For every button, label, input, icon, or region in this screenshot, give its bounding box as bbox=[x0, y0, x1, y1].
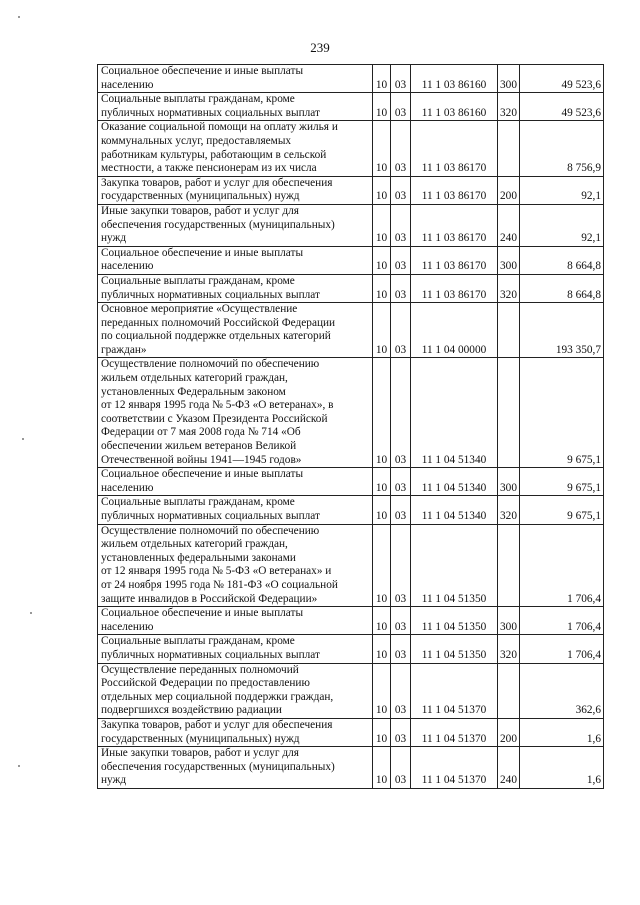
table-row bbox=[98, 718, 604, 746]
amount-cell: 1 706,4 bbox=[520, 635, 604, 663]
description-cell bbox=[98, 303, 373, 358]
expense-type-cell bbox=[498, 663, 520, 718]
section-code-cell: 10 bbox=[373, 635, 391, 663]
description-line: установленных Федеральным законом bbox=[101, 385, 286, 398]
description-line: Иные закупки товаров, работ и услуг для bbox=[101, 747, 299, 760]
description-line: обеспечении жильем ветеранов Великой bbox=[101, 440, 297, 453]
subsection-code-cell: 03 bbox=[391, 176, 411, 204]
expense-type-cell: 200 bbox=[498, 718, 520, 746]
description-line: жильем отдельных категорий граждан, bbox=[101, 538, 288, 551]
target-article-cell: 11 1 04 51350 bbox=[411, 524, 498, 607]
amount-cell: 8 664,8 bbox=[520, 246, 604, 274]
page-number: 239 bbox=[310, 40, 330, 55]
table-row bbox=[98, 358, 604, 468]
description-line: переданных полномочий Российской Федерации bbox=[101, 316, 336, 329]
description-line: Социальные выплаты гражданам, кроме bbox=[101, 496, 295, 509]
target-article-cell: 11 1 04 51340 bbox=[411, 468, 498, 496]
description-line: населению bbox=[101, 260, 154, 273]
section-code-cell: 10 bbox=[373, 468, 391, 496]
subsection-code-cell: 03 bbox=[391, 358, 411, 468]
description-line: Социальное обеспечение и иные выплаты bbox=[101, 468, 304, 481]
description-line: Отечественной войны 1941—1945 годов» bbox=[101, 453, 302, 466]
target-article-cell: 11 1 03 86160 bbox=[411, 65, 498, 93]
description-line: нужд bbox=[101, 774, 127, 787]
subsection-code-cell: 03 bbox=[391, 274, 411, 302]
subsection-code-cell: 03 bbox=[391, 747, 411, 789]
scan-speck bbox=[18, 765, 20, 767]
target-article-cell: 11 1 03 86160 bbox=[411, 93, 498, 121]
expense-type-cell bbox=[498, 121, 520, 176]
target-article-cell: 11 1 03 86170 bbox=[411, 274, 498, 302]
scan-speck bbox=[22, 438, 24, 440]
description-line: по социальной поддержке отдельных категорий bbox=[101, 330, 331, 343]
subsection-code-cell: 03 bbox=[391, 663, 411, 718]
description-line: местности, а также пенсионерам из их числа bbox=[101, 162, 317, 175]
subsection-code-cell: 03 bbox=[391, 468, 411, 496]
table-row bbox=[98, 303, 604, 358]
description-cell bbox=[98, 747, 373, 789]
expense-type-cell: 240 bbox=[498, 204, 520, 246]
section-code-cell: 10 bbox=[373, 176, 391, 204]
amount-cell: 9 675,1 bbox=[520, 496, 604, 524]
section-code-cell: 10 bbox=[373, 246, 391, 274]
amount-cell: 1 706,4 bbox=[520, 607, 604, 635]
subsection-code-cell: 03 bbox=[391, 607, 411, 635]
subsection-code-cell: 03 bbox=[391, 496, 411, 524]
target-article-cell: 11 1 04 51340 bbox=[411, 496, 498, 524]
table-row bbox=[98, 524, 604, 607]
description-line: от 24 ноября 1995 года № 181-ФЗ «О социальной bbox=[101, 578, 338, 591]
subsection-code-cell: 03 bbox=[391, 93, 411, 121]
section-code-cell: 10 bbox=[373, 204, 391, 246]
table-row bbox=[98, 65, 604, 93]
description-line: нужд bbox=[101, 232, 127, 245]
description-cell bbox=[98, 468, 373, 496]
amount-cell: 1 706,4 bbox=[520, 524, 604, 607]
description-cell bbox=[98, 121, 373, 176]
expense-type-cell: 300 bbox=[498, 246, 520, 274]
subsection-code-cell: 03 bbox=[391, 303, 411, 358]
expense-type-cell bbox=[498, 303, 520, 358]
expense-type-cell: 320 bbox=[498, 274, 520, 302]
table-row bbox=[98, 747, 604, 789]
description-line: отдельных мер социальной поддержки граждан, bbox=[101, 690, 334, 703]
description-line: публичных нормативных социальных выплат bbox=[101, 106, 320, 119]
section-code-cell: 10 bbox=[373, 496, 391, 524]
target-article-cell: 11 1 04 51370 bbox=[411, 663, 498, 718]
description-line: Социальные выплаты гражданам, кроме bbox=[101, 635, 295, 648]
description-cell bbox=[98, 93, 373, 121]
target-article-cell: 11 1 04 51350 bbox=[411, 635, 498, 663]
target-article-cell: 11 1 03 86170 bbox=[411, 204, 498, 246]
table-row bbox=[98, 121, 604, 176]
description-line: от 12 января 1995 года № 5-ФЗ «О ветеранах» и bbox=[101, 565, 332, 578]
description-line: Социальное обеспечение и иные выплаты bbox=[101, 65, 304, 77]
table-row bbox=[98, 496, 604, 524]
section-code-cell: 10 bbox=[373, 274, 391, 302]
description-line: граждан» bbox=[101, 343, 147, 356]
amount-cell: 362,6 bbox=[520, 663, 604, 718]
budget-table bbox=[97, 64, 604, 789]
target-article-cell: 11 1 03 86170 bbox=[411, 246, 498, 274]
expense-type-cell: 320 bbox=[498, 496, 520, 524]
description-line: Социальные выплаты гражданам, кроме bbox=[101, 93, 295, 106]
description-cell bbox=[98, 246, 373, 274]
target-article-cell: 11 1 03 86170 bbox=[411, 176, 498, 204]
section-code-cell: 10 bbox=[373, 358, 391, 468]
target-article-cell: 11 1 04 51370 bbox=[411, 747, 498, 789]
subsection-code-cell: 03 bbox=[391, 204, 411, 246]
table-row bbox=[98, 204, 604, 246]
description-line: государственных (муниципальных) нужд bbox=[101, 190, 300, 203]
target-article-cell: 11 1 04 51340 bbox=[411, 358, 498, 468]
expense-type-cell: 320 bbox=[498, 93, 520, 121]
section-code-cell: 10 bbox=[373, 303, 391, 358]
scan-speck bbox=[18, 16, 20, 18]
section-code-cell: 10 bbox=[373, 121, 391, 176]
amount-cell: 49 523,6 bbox=[520, 65, 604, 93]
description-line: населению bbox=[101, 78, 154, 91]
description-cell bbox=[98, 607, 373, 635]
amount-cell: 92,1 bbox=[520, 176, 604, 204]
description-cell bbox=[98, 65, 373, 93]
description-line: установленных федеральными законами bbox=[101, 551, 296, 564]
description-line: Социальные выплаты гражданам, кроме bbox=[101, 274, 295, 287]
amount-cell: 92,1 bbox=[520, 204, 604, 246]
expense-type-cell bbox=[498, 524, 520, 607]
subsection-code-cell: 03 bbox=[391, 65, 411, 93]
description-line: публичных нормативных социальных выплат bbox=[101, 648, 320, 661]
amount-cell: 9 675,1 bbox=[520, 468, 604, 496]
expense-type-cell: 300 bbox=[498, 468, 520, 496]
description-line: обеспечения государственных (муниципальных) bbox=[101, 760, 335, 773]
subsection-code-cell: 03 bbox=[391, 635, 411, 663]
description-cell bbox=[98, 524, 373, 607]
description-line: государственных (муниципальных) нужд bbox=[101, 732, 300, 745]
description-line: Основное мероприятие «Осуществление bbox=[101, 303, 298, 316]
section-code-cell: 10 bbox=[373, 65, 391, 93]
table-row bbox=[98, 663, 604, 718]
description-line: публичных нормативных социальных выплат bbox=[101, 510, 320, 522]
description-line: Оказание социальной помощи на оплату жилья и bbox=[101, 121, 338, 134]
description-line: Иные закупки товаров, работ и услуг для bbox=[101, 204, 299, 217]
description-cell bbox=[98, 274, 373, 302]
target-article-cell: 11 1 03 86170 bbox=[411, 121, 498, 176]
table-row bbox=[98, 468, 604, 496]
expense-type-cell: 300 bbox=[498, 65, 520, 93]
description-line: работникам культуры, работающим в сельской bbox=[101, 148, 327, 161]
amount-cell: 9 675,1 bbox=[520, 358, 604, 468]
description-line: публичных нормативных социальных выплат bbox=[101, 288, 320, 301]
description-line: защите инвалидов в Российской Федерации» bbox=[101, 592, 318, 605]
scan-speck bbox=[30, 612, 32, 614]
table-body bbox=[98, 65, 604, 789]
expense-type-cell bbox=[498, 358, 520, 468]
description-line: жильем отдельных категорий граждан, bbox=[101, 372, 288, 385]
expense-type-cell: 300 bbox=[498, 607, 520, 635]
description-line: обеспечения государственных (муниципальных) bbox=[101, 218, 335, 231]
expense-type-cell: 320 bbox=[498, 635, 520, 663]
subsection-code-cell: 03 bbox=[391, 524, 411, 607]
subsection-code-cell: 03 bbox=[391, 121, 411, 176]
target-article-cell: 11 1 04 51370 bbox=[411, 718, 498, 746]
expense-type-cell: 240 bbox=[498, 747, 520, 789]
description-cell bbox=[98, 663, 373, 718]
target-article-cell: 11 1 04 51350 bbox=[411, 607, 498, 635]
section-code-cell: 10 bbox=[373, 718, 391, 746]
table-row bbox=[98, 176, 604, 204]
description-line: населению bbox=[101, 620, 154, 633]
section-code-cell: 10 bbox=[373, 663, 391, 718]
description-cell bbox=[98, 635, 373, 663]
description-line: Осуществление переданных полномочий bbox=[101, 663, 299, 676]
amount-cell: 49 523,6 bbox=[520, 93, 604, 121]
table-row bbox=[98, 274, 604, 302]
description-line: Осуществление полномочий по обеспечению bbox=[101, 524, 320, 537]
description-cell bbox=[98, 496, 373, 524]
subsection-code-cell: 03 bbox=[391, 718, 411, 746]
amount-cell: 193 350,7 bbox=[520, 303, 604, 358]
description-cell bbox=[98, 718, 373, 746]
amount-cell: 1,6 bbox=[520, 747, 604, 789]
description-cell bbox=[98, 358, 373, 468]
description-line: подвергшихся воздействию радиации bbox=[101, 704, 282, 717]
description-line: Социальное обеспечение и иные выплаты bbox=[101, 607, 304, 620]
section-code-cell: 10 bbox=[373, 524, 391, 607]
description-cell bbox=[98, 204, 373, 246]
description-line: Осуществление полномочий по обеспечению bbox=[101, 358, 320, 371]
table-row bbox=[98, 246, 604, 274]
description-line: коммунальных услуг, предоставляемых bbox=[101, 134, 292, 147]
description-line: соответствии с Указом Президента Российской bbox=[101, 412, 328, 425]
table-row bbox=[98, 93, 604, 121]
expense-type-cell: 200 bbox=[498, 176, 520, 204]
description-line: Закупка товаров, работ и услуг для обеспечения bbox=[101, 176, 333, 189]
subsection-code-cell: 03 bbox=[391, 246, 411, 274]
description-line: Федерации от 7 мая 2008 года № 714 «Об bbox=[101, 426, 301, 439]
target-article-cell: 11 1 04 00000 bbox=[411, 303, 498, 358]
section-code-cell: 10 bbox=[373, 747, 391, 789]
description-line: Закупка товаров, работ и услуг для обеспечения bbox=[101, 718, 333, 731]
table-row bbox=[98, 607, 604, 635]
section-code-cell: 10 bbox=[373, 93, 391, 121]
amount-cell: 8 756,9 bbox=[520, 121, 604, 176]
description-line: Социальное обеспечение и иные выплаты bbox=[101, 246, 304, 259]
description-line: от 12 января 1995 года № 5-ФЗ «О ветеранах», в bbox=[101, 399, 334, 412]
description-line: населению bbox=[101, 481, 154, 494]
amount-cell: 8 664,8 bbox=[520, 274, 604, 302]
description-cell bbox=[98, 176, 373, 204]
section-code-cell: 10 bbox=[373, 607, 391, 635]
description-line: Российской Федерации по предоставлению bbox=[101, 677, 310, 690]
amount-cell: 1,6 bbox=[520, 718, 604, 746]
table-row bbox=[98, 635, 604, 663]
